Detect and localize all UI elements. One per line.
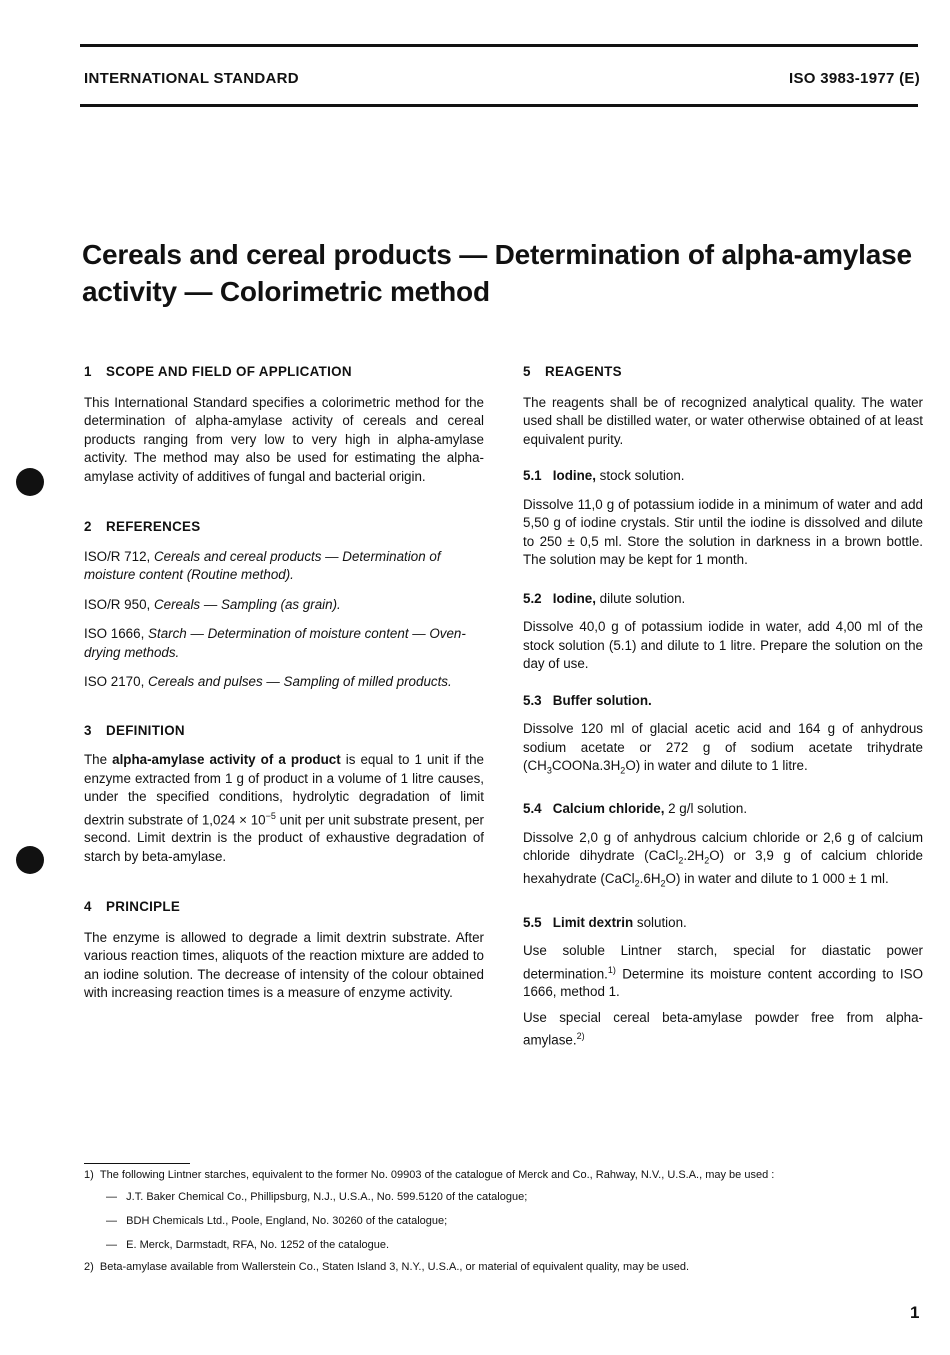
section-1-heading: 1 SCOPE AND FIELD OF APPLICATION	[84, 364, 352, 379]
header-left: INTERNATIONAL STANDARD	[84, 70, 299, 87]
left-column	[84, 363, 484, 1003]
page-number: 1	[910, 1303, 920, 1322]
section-5-4-text: Dissolve 2,0 g of anhydrous calcium chloride or 2,6 g of calcium chloride dihydrate $(CaCl_2.2H_2O)$ or 3,9 g of calcium chloride hexahydrate $(CaCl_2.6H_2O)$ in water and dilute to 1 000 ± 1 ml.	[523, 829, 923, 890]
reference-item: ISO 2170, Cereals and pulses — Sampling of milled products.	[84, 674, 452, 689]
header-top-rule	[80, 44, 918, 47]
footnote-2: 2) Beta-amylase available from Wallerstein Co., Staten Island 3, N.Y., U.S.A., or material of equivalent quality, may be used.	[84, 1261, 690, 1273]
footnote-rule	[84, 1163, 190, 1164]
section-5-1-heading: 5.1 Iodine, stock solution.	[523, 468, 685, 483]
footnote-1-item: — E. Merck, Darmstadt, RFA, No. 1252 of the catalogue.	[106, 1239, 390, 1251]
section-5-2-text: Dissolve 40,0 g of potassium iodide in water, add 4,00 ml of the stock solution (5.1) and dilute to 1 litre. Prepare the solution on the day of use.	[523, 619, 923, 671]
section-5-3-text: Dissolve 120 ml of glacial acetic acid and 164 g of anhydrous sodium acetate or 272 g of sodium acetate trihydrate $(CH_3COONa.3H_2O)$ in water and dilute to 1 litre.	[523, 721, 923, 776]
footnote-1-item: — J.T. Baker Chemical Co., Phillipsburg, N.J., U.S.A., No. 599.5120 of the catalogue;	[106, 1191, 528, 1203]
footnote-1-item: — BDH Chemicals Ltd., Poole, England, No. 30260 of the catalogue;	[106, 1215, 448, 1227]
section-5-5-heading: 5.5 Limit dextrin solution.	[523, 914, 687, 930]
section-5-5-text-1: Use soluble Lintner starch, special for diastatic power determination.$^{1)}$ Determine its moisture content according to ISO 1666, method 1.	[523, 943, 923, 1000]
reference-item: ISO/R 712, Cereals and cereal products — Determination of moisture content (Routine method).	[84, 548, 441, 582]
section-5-text: The reagents shall be of recognized analytical quality. The water used shall be distilled water, or water otherwise obtained of at least equivalent purity.	[523, 394, 923, 447]
header-right: ISO 3983-1977 (E)	[788, 70, 920, 87]
section-4-text: The enzyme is allowed to degrade a limit dextrin substrate. After various reaction times, aliquots of the reaction mixture are added to an iodine solution. The decrease of intensity of the colour obtained with increasing reaction times is a measure of enzyme activity.	[84, 929, 484, 1001]
section-5-5-text-2: Use special cereal beta-amylase powder free from alpha-amylase.$^{2)}$	[523, 1009, 923, 1048]
section-5-1-text: Dissolve 11,0 g of potassium iodide in a minimum of water and add 5,50 g of iodine crystals. Stir until the iodine is dissolved and dilute to 250 ± 0,5 ml. Store the solution in darkness in a brown bottle. The solution may be kept for 1 month.	[523, 496, 923, 567]
section-3-text: The alpha-amylase activity of a product is equal to 1 unit if the enzyme extracted from 1 g of product in a volume of 1 litre causes, under the specified conditions, hydrolytic degradation of limit dextrin substrate of $1,024 \times 10^{-5}$ unit per unit substrate present, per second. Limit dextrin is the product of exhaustive degradation of starch by beta-amylase.	[84, 752, 485, 864]
punch-hole-top	[16, 468, 44, 496]
reference-item: ISO 1666, Starch — Determination of moisture content — Oven-drying methods.	[84, 626, 466, 660]
section-5-4-heading: 5.4 Calcium chloride, 2 g/l solution.	[523, 801, 748, 817]
section-5-heading: 5 REAGENTS	[523, 364, 622, 379]
header-bottom-rule	[80, 104, 918, 107]
section-2-heading: 2 REFERENCES	[84, 519, 201, 534]
punch-hole-bottom	[16, 846, 44, 874]
right-column	[523, 363, 923, 1050]
section-3-heading: 3 DEFINITION	[84, 722, 185, 738]
reference-item: ISO/R 950, Cereals — Sampling (as grain).	[84, 596, 341, 612]
footnote-1: 1) The following Lintner starches, equivalent to the former No. 09903 of the catalogue of Merck and Co., Rahway, N.V., U.S.A., may be used :	[84, 1169, 775, 1181]
document-title: Cereals and cereal products — Determination of alpha-amylase activity — Colorimetric method	[82, 239, 912, 307]
section-5-3-heading: 5.3 Buffer solution.	[523, 692, 652, 708]
section-5-2-heading: 5.2 Iodine, dilute solution.	[523, 590, 686, 606]
section-1-text: This International Standard specifies a colorimetric method for the determination of alpha-amylase activity of cereals and cereal products ranging from very low to very high in alpha-amylase activity. The method may also be used for estimating the alpha-amylase activity of additives of fungal and bacterial origin.	[84, 394, 484, 484]
section-4-heading: 4 PRINCIPLE	[84, 899, 181, 915]
